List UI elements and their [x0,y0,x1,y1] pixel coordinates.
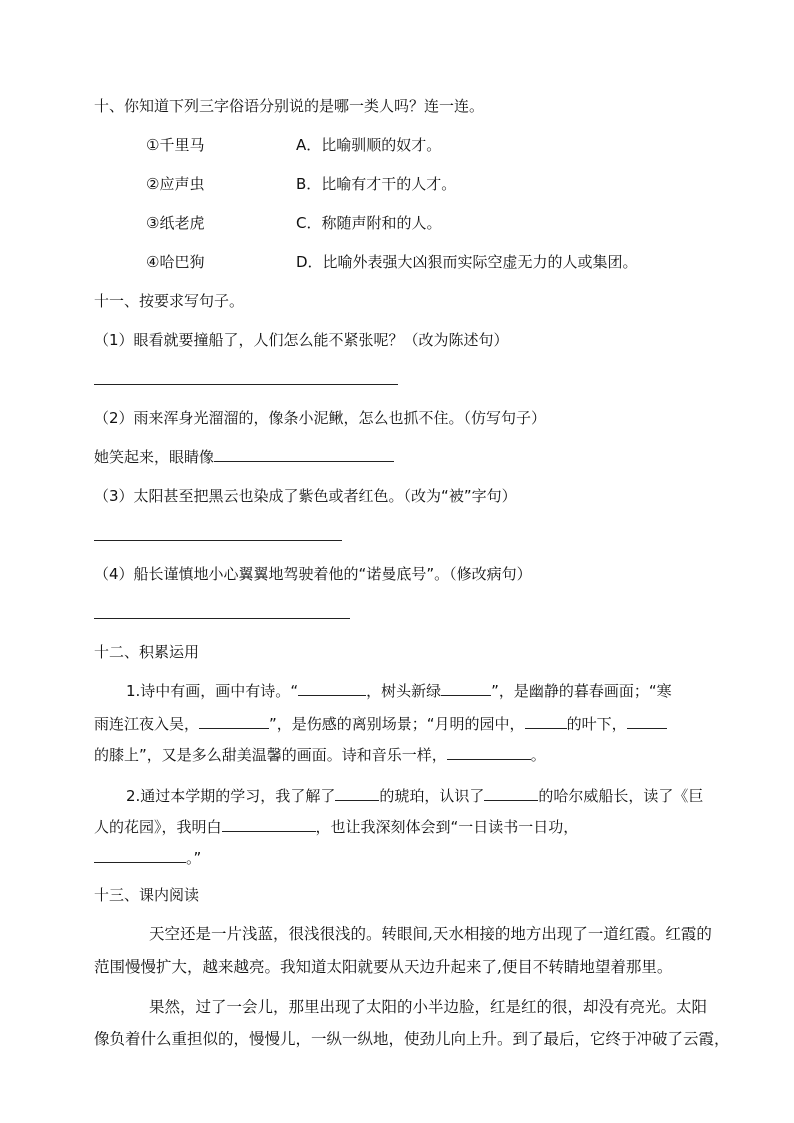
blank[interactable] [525,714,567,729]
q12-p2-line2 [94,817,578,837]
text: 1.诗中有画，画中有诗。“ [126,682,299,700]
blank[interactable] [441,681,491,696]
text: 人的花园》，我明白 [94,818,222,836]
match-right-3: C．称随声附和的人。 [296,214,442,232]
text: 的膝上”，又是多么甜美温馨的画面。诗和音乐一样， [94,746,447,764]
q11-sentence-1: （1）眼看就要撞船了，人们怎么能不紧张呢？（改为陈述句） [94,331,509,349]
q12-p1-line2 [94,714,667,734]
text: ，也让我深刻体会到“一日读书一日功， [315,818,579,836]
text: 的哈尔威船长，读了《巨 [538,787,704,805]
passage-p2-line2: 像负着什么重担似的，慢慢儿，一纵一纵地，使劲儿向上升。到了最后，它终于冲破了云霞， [94,1030,730,1048]
text: 2.通过本学期的学习，我了解了 [126,787,336,805]
text: 的琥珀，认识了 [379,787,485,805]
q11-sentence-2: （2）雨来浑身光溜溜的，像条小泥鳅，怎么也抓不住。（仿写句子） [94,409,547,427]
match-left-1: ①千里马 [146,136,205,154]
q12-p1-line3 [94,745,546,765]
q13-title: 十三、课内阅读 [94,886,200,904]
blank[interactable] [222,817,316,832]
q10-title: 十、你知道下列三字俗语分别说的是哪一类人吗？连一连。 [94,97,485,115]
answer-line-1[interactable] [94,384,398,385]
text: 。 [530,746,546,764]
text: 的叶下， [566,715,627,733]
match-left-4: ④哈巴狗 [146,253,205,271]
text: 雨连江夜入吴， [94,715,200,733]
q11-sentence-4: （4）船长谨慎地小心翼翼地驾驶着他的“诺曼底号”。（修改病句） [94,565,532,583]
match-right-2: B．比喻有才干的人才。 [296,175,457,193]
blank[interactable] [447,745,531,760]
blank[interactable] [335,786,379,801]
answer-prefix: 她笑起来，眼睛像 [94,448,215,466]
q12-p2-line1 [126,786,703,806]
blank[interactable] [199,714,269,729]
q12-p1-line1 [126,681,672,701]
blank[interactable] [627,714,667,729]
match-left-2: ②应声虫 [146,175,205,193]
blank[interactable] [484,786,538,801]
text: ”，是伤感的离别场景；“月明的园中， [269,715,525,733]
blank[interactable] [298,681,366,696]
answer-line-4[interactable] [94,618,350,619]
q11-answer-2 [94,447,394,467]
passage-p1-line1: 天空还是一片浅蓝，很浅很浅的。转眼间,天水相接的地方出现了一道红霞。红霞的 [149,925,712,943]
text: ，树头新绿 [366,682,442,700]
q11-sentence-3: （3）太阳甚至把黑云也染成了紫色或者红色。（改为“被”字句） [94,487,517,505]
blank[interactable] [214,447,394,462]
match-left-3: ③纸老虎 [146,214,205,232]
text: 。” [186,849,202,867]
answer-line-3[interactable] [94,540,342,541]
q11-title: 十一、按要求写句子。 [94,292,245,310]
text: ”，是幽静的暮春画面；“寒 [491,682,672,700]
q12-title: 十二、积累运用 [94,643,200,661]
passage-p2-line1: 果然，过了一会儿，那里出现了太阳的小半边脸，红是红的很，却没有亮光。太阳 [149,998,708,1016]
blank[interactable] [94,848,186,863]
passage-p1-line2: 范围慢慢扩大，越来越亮。我知道太阳就要从天边升起来了,便目不转睛地望着那里。 [94,958,673,976]
match-right-4: D．比喻外表强大凶狠而实际空虚无力的人或集团。 [296,253,638,271]
match-right-1: A．比喻驯顺的奴才。 [296,136,442,154]
q12-p2-line3 [94,848,201,868]
